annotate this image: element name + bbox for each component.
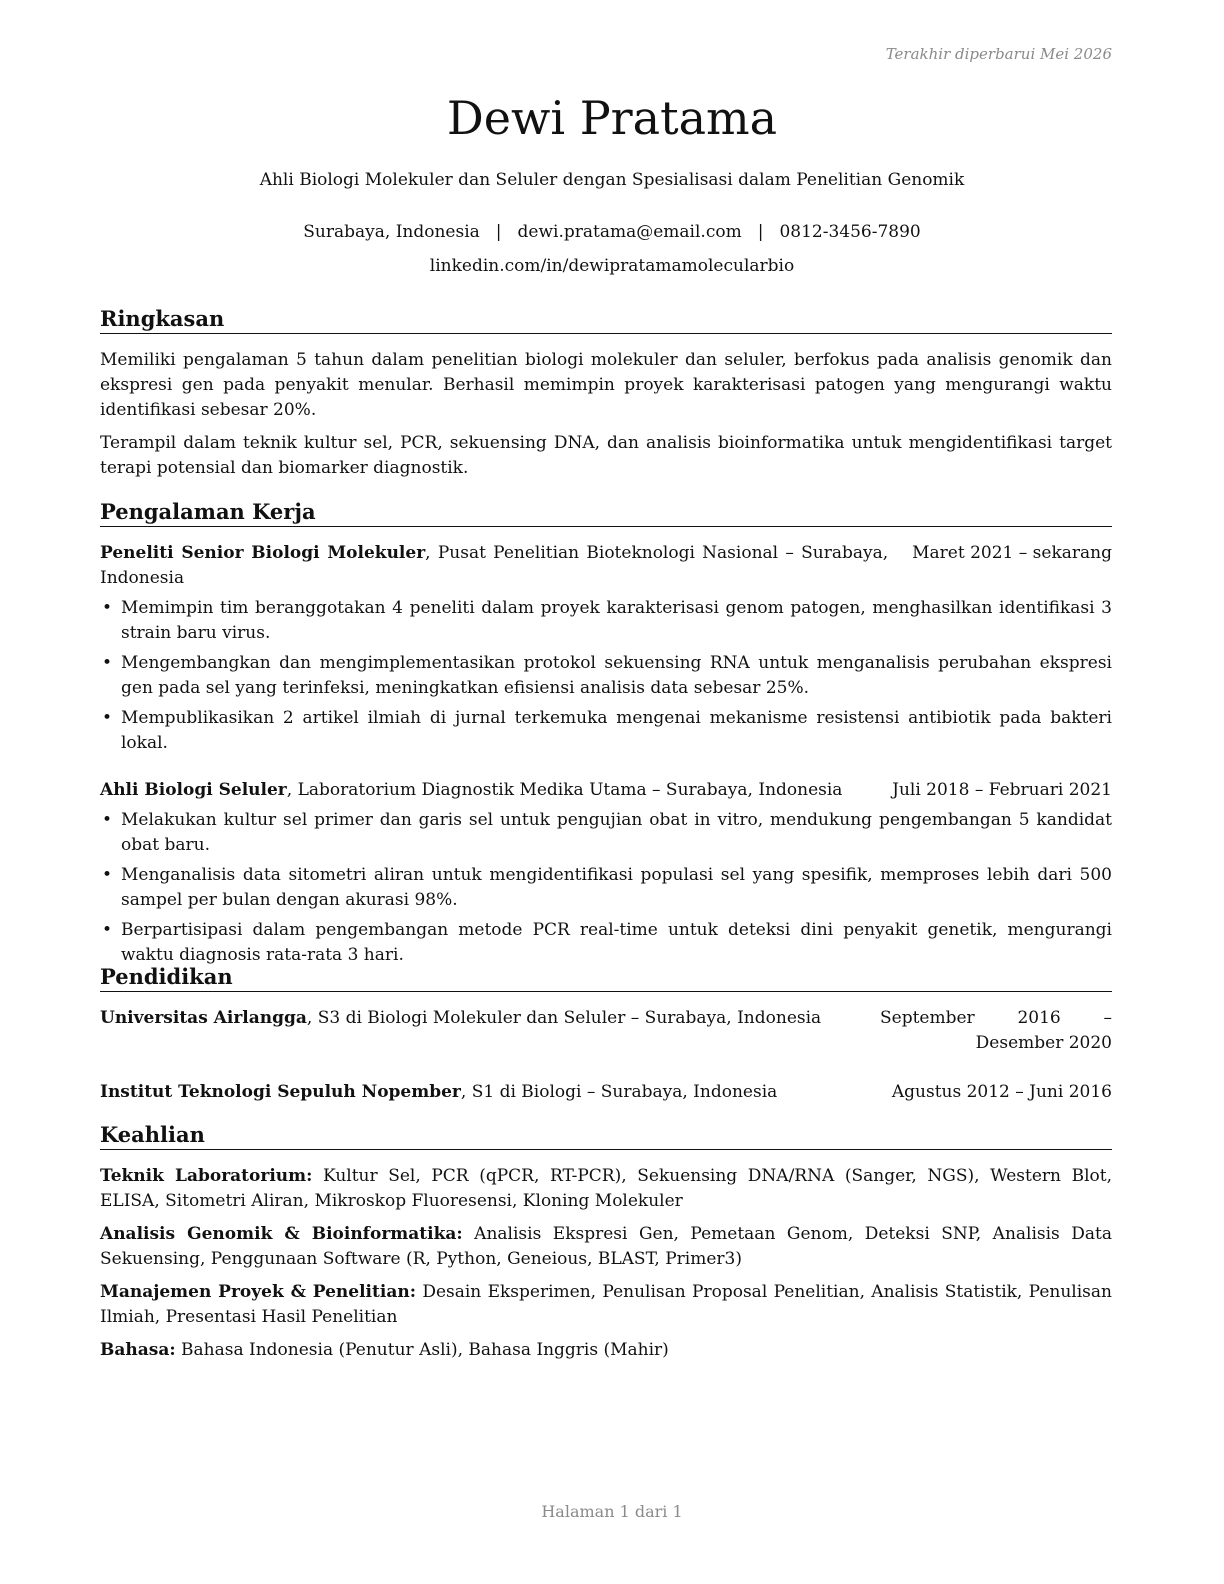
job-header — [100, 541, 1112, 591]
job-bullets — [100, 596, 1112, 756]
section-title-skills: Keahlian — [100, 1121, 1112, 1150]
job-dates: Juli 2018 – Februari 2021 — [892, 780, 1112, 800]
skill-text: Desain Eksperimen, Penulisan Proposal Penelitian, Analisis Statistik, Penulisan Ilmiah, Presentasi Hasil Penelitian — [100, 1282, 1112, 1327]
skill-group — [100, 1164, 1112, 1214]
school-name: Universitas Airlangga — [100, 1008, 307, 1028]
skill-label: Teknik Laboratorium: — [100, 1166, 313, 1186]
summary-paragraph: Terampil dalam teknik kultur sel, PCR, sekuensing DNA, dan analisis bioinformatika untuk mengidentifikasi target terapi potensial dan biomarker diagnostik. — [100, 433, 1112, 478]
skills-section — [100, 1121, 1112, 1363]
section-title-summary: Ringkasan — [100, 305, 1112, 334]
skill-text: Kultur Sel, PCR (qPCR, RT-PCR), Sekuensing DNA/RNA (Sanger, NGS), Western Blot, ELISA, Sitometri Aliran, Mikroskop Fluoresensi, Kloning Molekuler — [100, 1166, 1112, 1211]
list-item: • Berpartisipasi dalam pengembangan metode PCR real-time untuk deteksi dini penyakit genetik, mengurangi waktu diagnosis rata-rata 3 hari. — [100, 918, 1112, 968]
skill-text: Analisis Ekspresi Gen, Pemetaan Genom, Deteksi SNP, Analisis Data Sekuensing, Penggunaan Software (R, Python, Geneious, BLAST, Primer3) — [100, 1224, 1113, 1269]
email-link[interactable]: dewi.pratama@email.com — [517, 222, 742, 242]
skill-label: Analisis Genomik & Bioinformatika: — [100, 1224, 463, 1244]
list-item: • Melakukan kultur sel primer dan garis sel untuk pengujian obat in vitro, mendukung pengembangan 5 kandidat obat baru. — [100, 808, 1112, 858]
experience-section — [100, 498, 1112, 968]
phone-text: 0812-3456-7890 — [779, 222, 921, 242]
skill-group — [100, 1338, 1112, 1363]
education-dates: September 2016 – Desember 2020 — [880, 1008, 1112, 1053]
skill-label: Manajemen Proyek & Penelitian: — [100, 1282, 416, 1302]
education-dates: Agustus 2012 – Juni 2016 — [891, 1082, 1112, 1102]
candidate-name: Dewi Pratama — [446, 91, 778, 145]
job-header — [100, 778, 1112, 803]
contact-separator: | — [757, 222, 764, 242]
location-text: Surabaya, Indonesia — [303, 222, 480, 242]
contact-line — [0, 220, 1224, 244]
candidate-tagline: Ahli Biologi Molekuler dan Seluler dengan Spesialisasi dalam Penelitian Genomik — [259, 170, 965, 190]
last-updated-note: Terakhir diperbarui Mei 2026 — [885, 45, 1112, 63]
list-item: • Mengembangkan dan mengimplementasikan protokol sekuensing RNA untuk menganalisis perubahan ekspresi gen pada sel yang terinfeksi, meningkatkan efisiensi analisis data sebesar 25%. — [100, 651, 1112, 701]
school-details: , S1 di Biologi – Surabaya, Indonesia — [460, 1082, 778, 1102]
job-dates: Maret 2021 – sekarang — [912, 543, 1112, 563]
skill-text: Bahasa Indonesia (Penutur Asli), Bahasa Inggris (Mahir) — [175, 1340, 669, 1360]
list-item: • Mempublikasikan 2 artikel ilmiah di jurnal terkemuka mengenai mekanisme resistensi antibiotik pada bakteri lokal. — [100, 706, 1112, 756]
education-entry — [100, 1080, 1112, 1105]
linkedin-link[interactable]: linkedin.com/in/dewipratamamolecularbio — [429, 256, 795, 276]
list-item: • Menganalisis data sitometri aliran untuk mengidentifikasi populasi sel yang spesifik, memproses lebih dari 500 sampel per bulan dengan akurasi 98%. — [100, 863, 1112, 913]
job-bullets — [100, 808, 1112, 968]
education-entry — [100, 1006, 1112, 1056]
job-role: Peneliti Senior Biologi Molekuler — [100, 543, 426, 563]
skill-group — [100, 1280, 1112, 1330]
job-entry — [100, 778, 1112, 968]
job-role: Ahli Biologi Seluler — [100, 780, 287, 800]
section-title-education: Pendidikan — [100, 963, 1112, 992]
section-title-experience: Pengalaman Kerja — [100, 498, 1112, 527]
skill-group — [100, 1222, 1112, 1272]
job-entry — [100, 541, 1112, 756]
skill-label: Bahasa: — [100, 1340, 176, 1360]
list-item: • Memimpin tim beranggotakan 4 peneliti dalam proyek karakterisasi genom patogen, menghasilkan identifikasi 3 strain baru virus. — [100, 596, 1112, 646]
education-section — [100, 963, 1112, 1105]
summary-section — [100, 305, 1112, 481]
job-details: , Pusat Penelitian Bioteknologi Nasional – Surabaya, Indonesia — [100, 543, 889, 588]
contact-separator: | — [495, 222, 502, 242]
page-number: Halaman 1 dari 1 — [541, 1502, 683, 1521]
summary-paragraph: Memiliki pengalaman 5 tahun dalam penelitian biologi molekuler dan seluler, berfokus pada analisis genomik dan ekspresi gen pada penyakit menular. Berhasil memimpin proyek karakterisasi patogen yang mengurangi waktu identifikasi sebesar 20%. — [100, 350, 1112, 420]
job-details: , Laboratorium Diagnostik Medika Utama – Surabaya, Indonesia — [286, 780, 843, 800]
school-name: Institut Teknologi Sepuluh Nopember — [100, 1082, 461, 1102]
school-details: , S3 di Biologi Molekuler dan Seluler – Surabaya, Indonesia — [306, 1008, 822, 1028]
